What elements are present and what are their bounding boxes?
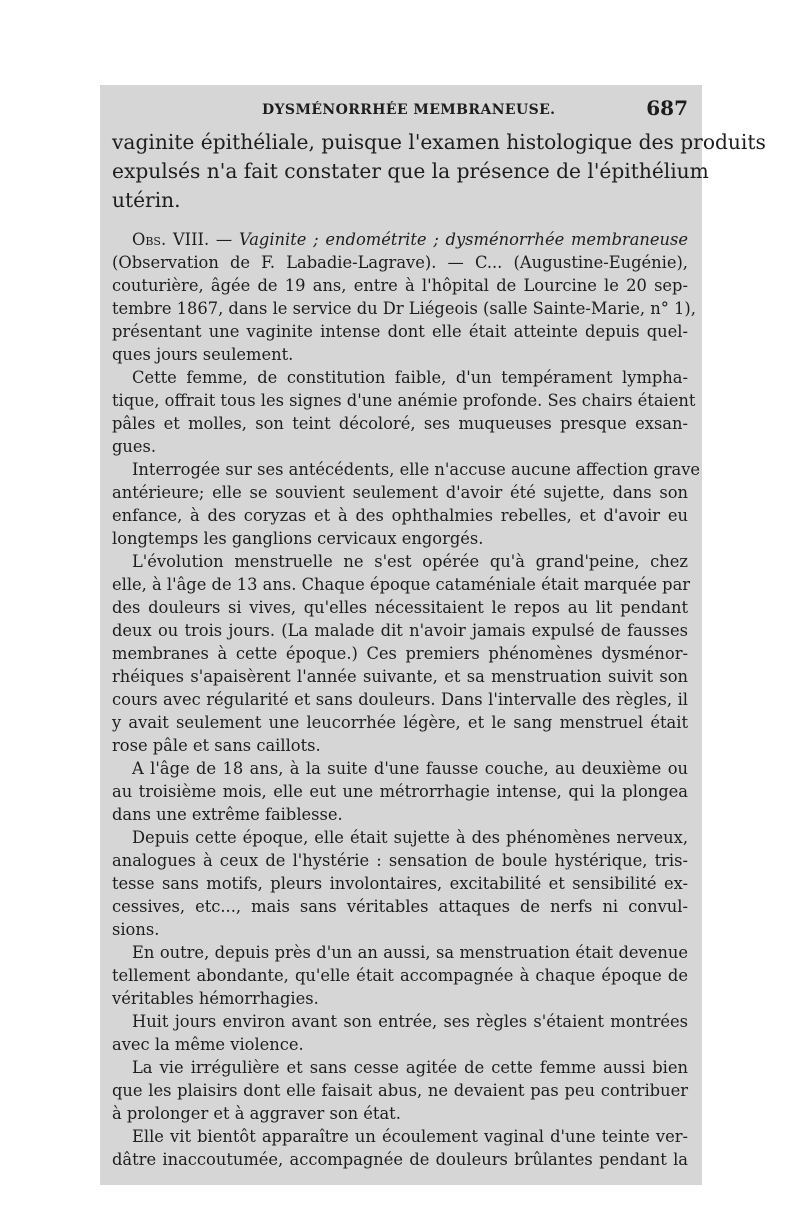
text-line: deux ou trois jours. (La malade dit n'avoir jamais expulsé de fausses <box>112 621 688 640</box>
text-line: que les plaisirs dont elle faisait abus, ne devaient pas peu contribuer <box>112 1081 688 1100</box>
text-line: Cette femme, de constitution faible, d'un tempérament lympha- <box>132 368 688 387</box>
text-line: utérin. <box>112 188 181 212</box>
observation-label: Obs. VIII. <box>132 230 210 249</box>
page-header <box>112 96 688 124</box>
text-line: vaginite épithéliale, puisque l'examen histologique des produits <box>112 130 766 154</box>
text-line: Elle vit bientôt apparaître un écoulement vaginal d'une teinte ver- <box>132 1127 688 1146</box>
text-line: à prolonger et à aggraver son état. <box>112 1104 401 1123</box>
text-line: tique, offrait tous les signes d'une anémie profonde. Ses chairs étaient <box>112 391 696 410</box>
text-line: antérieure; elle se souvient seulement d'avoir été sujette, dans son <box>112 483 688 502</box>
text-line: L'évolution menstruelle ne s'est opérée qu'à grand'peine, chez <box>132 552 688 571</box>
text-line: A l'âge de 18 ans, à la suite d'une fausse couche, au deuxième ou <box>132 759 688 778</box>
text-line: La vie irrégulière et sans cesse agitée de cette femme aussi bien <box>132 1058 688 1077</box>
observation-section <box>112 228 701 1171</box>
text-line: enfance, à des coryzas et à des ophthalmies rebelles, et d'avoir eu <box>112 506 688 525</box>
text-line: En outre, depuis près d'un an aussi, sa menstruation était devenue <box>132 943 688 962</box>
text-line: Huit jours environ avant son entrée, ses règles s'étaient montrées <box>132 1012 688 1031</box>
text-line: longtemps les ganglions cervicaux engorgés. <box>112 529 484 548</box>
text-line: expulsés n'a fait constater que la présence de l'épithélium <box>112 159 709 183</box>
text-line: au troisième mois, elle eut une métrorrhagie intense, qui la plongea <box>112 782 688 801</box>
text-line: dans une extrême faiblesse. <box>112 805 343 824</box>
text-line: couturière, âgée de 19 ans, entre à l'hôpital de Lourcine le 20 sep- <box>112 276 688 295</box>
text-line: tembre 1867, dans le service du Dr Liégeois (salle Sainte-Marie, n° 1), <box>112 299 696 318</box>
observation-title: Vaginite ; endométrite ; dysménorrhée membraneuse <box>238 230 689 249</box>
text-line: sions. <box>112 920 160 939</box>
text-line: rhéiques s'apaisèrent l'année suivante, et sa menstruation suivit son <box>112 667 688 686</box>
text-line: des douleurs si vives, qu'elles nécessitaient le repos au lit pendant <box>112 598 688 617</box>
text-line: membranes à cette époque.) Ces premiers phénomènes dysménor- <box>112 644 688 663</box>
text-line: présentant une vaginite intense dont elle était atteinte depuis quel- <box>112 322 688 341</box>
intro-paragraph <box>112 128 766 215</box>
observation-dash: — <box>209 230 239 249</box>
text-line: tesse sans motifs, pleurs involontaires, excitabilité et sensibilité ex- <box>112 874 688 893</box>
text-line: (Observation de F. Labadie-Lagrave). — C... (Augustine-Eugénie), <box>112 253 688 272</box>
text-line: Interrogée sur ses antécédents, elle n'accuse aucune affection grave <box>132 460 701 479</box>
text-line: cours avec régularité et sans douleurs. Dans l'intervalle des règles, il <box>112 690 688 709</box>
text-line: cessives, etc..., mais sans véritables attaques de nerfs ni convul- <box>112 897 688 916</box>
text-line: gues. <box>112 437 157 456</box>
text-line: Depuis cette époque, elle était sujette à des phénomènes nerveux, <box>132 828 688 847</box>
text-line: avec la même violence. <box>112 1035 304 1054</box>
page-number: 687 <box>646 96 688 120</box>
text-line: véritables hémorrhagies. <box>112 989 319 1008</box>
text-line: y avait seulement une leucorrhée légère, et le sang menstruel était <box>112 713 688 732</box>
text-line: rose pâle et sans caillots. <box>112 736 321 755</box>
text-line: elle, à l'âge de 13 ans. Chaque époque cataméniale était marquée par <box>112 575 691 594</box>
running-title: DYSMÉNORRHÉE MEMBRANEUSE. <box>262 102 556 118</box>
observation-heading <box>112 228 688 251</box>
text-line: dâtre inaccoutumée, accompagnée de douleurs brûlantes pendant la <box>112 1150 688 1169</box>
text-line: pâles et molles, son teint décoloré, ses muqueuses presque exsan- <box>112 414 688 433</box>
text-line: ques jours seulement. <box>112 345 294 364</box>
text-line: tellement abondante, qu'elle était accompagnée à chaque époque de <box>112 966 688 985</box>
text-line: analogues à ceux de l'hystérie : sensation de boule hystérique, tris- <box>112 851 688 870</box>
